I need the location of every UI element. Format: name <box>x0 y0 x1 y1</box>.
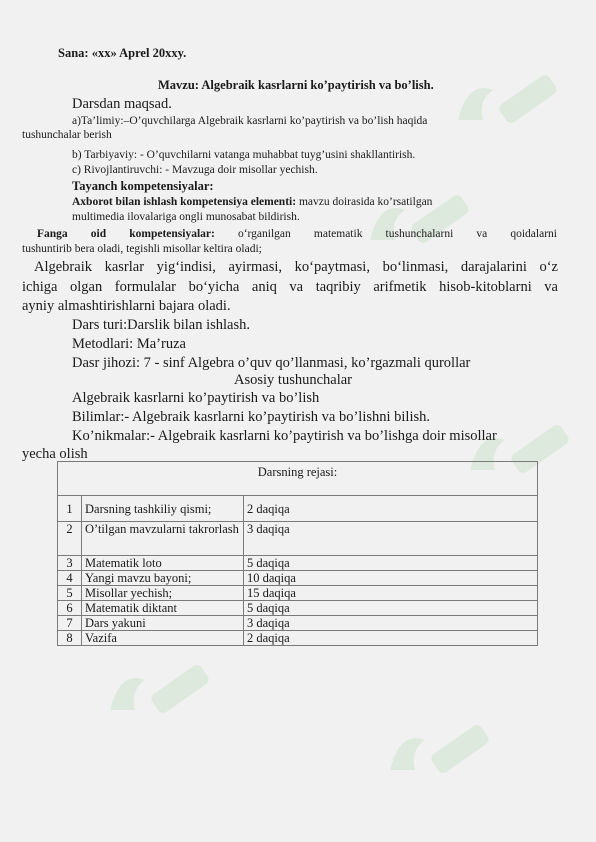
row-duration: 2 daqiqa <box>244 631 538 646</box>
basic-concepts-heading: Asosiy tushunchalar <box>234 372 352 388</box>
outcome-paragraph-line1: Algebraik kasrlar yig‘indisi, ayirmasi, ko‘paytmasi, bo‘linmasi, darajalarini o‘z <box>34 259 558 275</box>
table-row <box>58 556 538 571</box>
row-duration: 3 daqiqa <box>244 616 538 631</box>
row-activity: Yangi mavzu bayoni; <box>82 571 244 586</box>
watermark-logo-icon <box>380 720 500 780</box>
concept-line: Algebraik kasrlarni ko’paytirish va bo’lish <box>72 390 320 406</box>
subject-competency-label: Fanga oid kompetensiyalar: <box>37 228 215 240</box>
row-activity: Misollar yechish; <box>82 586 244 601</box>
info-competency-label: Axborot bilan ishlash kompetensiya elementi: <box>72 196 297 208</box>
table-row <box>58 522 538 556</box>
row-duration: 5 daqiqa <box>244 601 538 616</box>
row-duration: 3 daqiqa <box>244 522 538 556</box>
lesson-methods: Metodlari: Ma’ruza <box>72 336 186 352</box>
table-row <box>58 586 538 601</box>
goal-c: c) Rivojlantiruvchi: - Mavzuga doir misollar yechish. <box>72 164 318 176</box>
row-number: 2 <box>58 522 82 556</box>
skills-line1: Ko’nikmalar:- Algebraik kasrlarni ko’paytirish va bo’lishga doir misollar <box>72 428 497 444</box>
row-number: 3 <box>58 556 82 571</box>
row-number: 4 <box>58 571 82 586</box>
table-row <box>58 616 538 631</box>
row-activity: Dars yakuni <box>82 616 244 631</box>
outcome-paragraph-line2: ichiga olgan formulalar bo‘yicha aniq va taqribiy arifmetik hisob-kitoblarni va <box>22 279 558 295</box>
goals-title: Darsdan maqsad. <box>72 96 172 112</box>
table-row <box>58 631 538 646</box>
row-number: 5 <box>58 586 82 601</box>
table-row <box>58 496 538 522</box>
lesson-equipment: Dasr jihozi: 7 - sinf Algebra o’quv qo’llanmasi, ko’rgazmali qurollar <box>72 355 471 371</box>
table-header-cell: Darsning rejasi: <box>58 462 538 496</box>
row-duration: 5 daqiqa <box>244 556 538 571</box>
lesson-type: Dars turi:Darslik bilan ishlash. <box>72 317 251 333</box>
topic-title: Mavzu: Algebraik kasrlarni ko’paytirish va bo’lish. <box>158 78 434 92</box>
info-competency-line1 <box>72 196 432 208</box>
goal-b: b) Tarbiyaviy: - O’quvchilarni vatanga muhabbat tuyg’usini shakllantirish. <box>72 149 416 161</box>
info-competency-text: mavzu doirasida ko’rsatilgan <box>296 196 433 208</box>
table-row <box>58 571 538 586</box>
row-duration: 2 daqiqa <box>244 496 538 522</box>
row-number: 6 <box>58 601 82 616</box>
subject-competency-line1 <box>37 228 557 240</box>
table-row <box>58 601 538 616</box>
lesson-plan-table <box>57 461 538 646</box>
row-number: 7 <box>58 616 82 631</box>
row-duration: 10 daqiqa <box>244 571 538 586</box>
skills-line2: yecha olish <box>22 446 88 462</box>
row-activity: Matematik diktant <box>82 601 244 616</box>
competencies-title: Tayanch kompetensiyalar: <box>72 179 214 193</box>
info-competency-line2: multimedia ilovalariga ongli munosabat bildirish. <box>72 211 300 223</box>
table-header-row <box>58 462 538 496</box>
date-line: Sana: «xx» Aprel 20xxy. <box>58 46 187 60</box>
goal-a-line1: a)Ta’limiy:–O’quvchilarga Algebraik kasrlarni ko’paytirish va bo’lish haqida <box>72 115 428 127</box>
row-duration: 15 daqiqa <box>244 586 538 601</box>
knowledge-line: Bilimlar:- Algebraik kasrlarni ko’paytirish va bo’lishni bilish. <box>72 409 431 425</box>
row-number: 1 <box>58 496 82 522</box>
row-activity: O’tilgan mavzularni takrorlash <box>82 522 244 556</box>
goal-a-line2: tushunchalar berish <box>22 129 112 141</box>
row-number: 8 <box>58 631 82 646</box>
outcome-paragraph-line3: ayniy almashtirishlarni bajara oladi. <box>22 298 231 314</box>
row-activity: Darsning tashkiliy qismi; <box>82 496 244 522</box>
row-activity: Vazifa <box>82 631 244 646</box>
row-activity: Matematik loto <box>82 556 244 571</box>
subject-competency-line2: tushuntirib bera oladi, tegishli misollar keltira oladi; <box>22 243 262 255</box>
watermark-logo-icon <box>448 70 568 130</box>
watermark-logo-icon <box>100 660 220 720</box>
subject-competency-text: o‘rganilgan matematik tushunchalarni va qoidalarni <box>214 228 557 240</box>
